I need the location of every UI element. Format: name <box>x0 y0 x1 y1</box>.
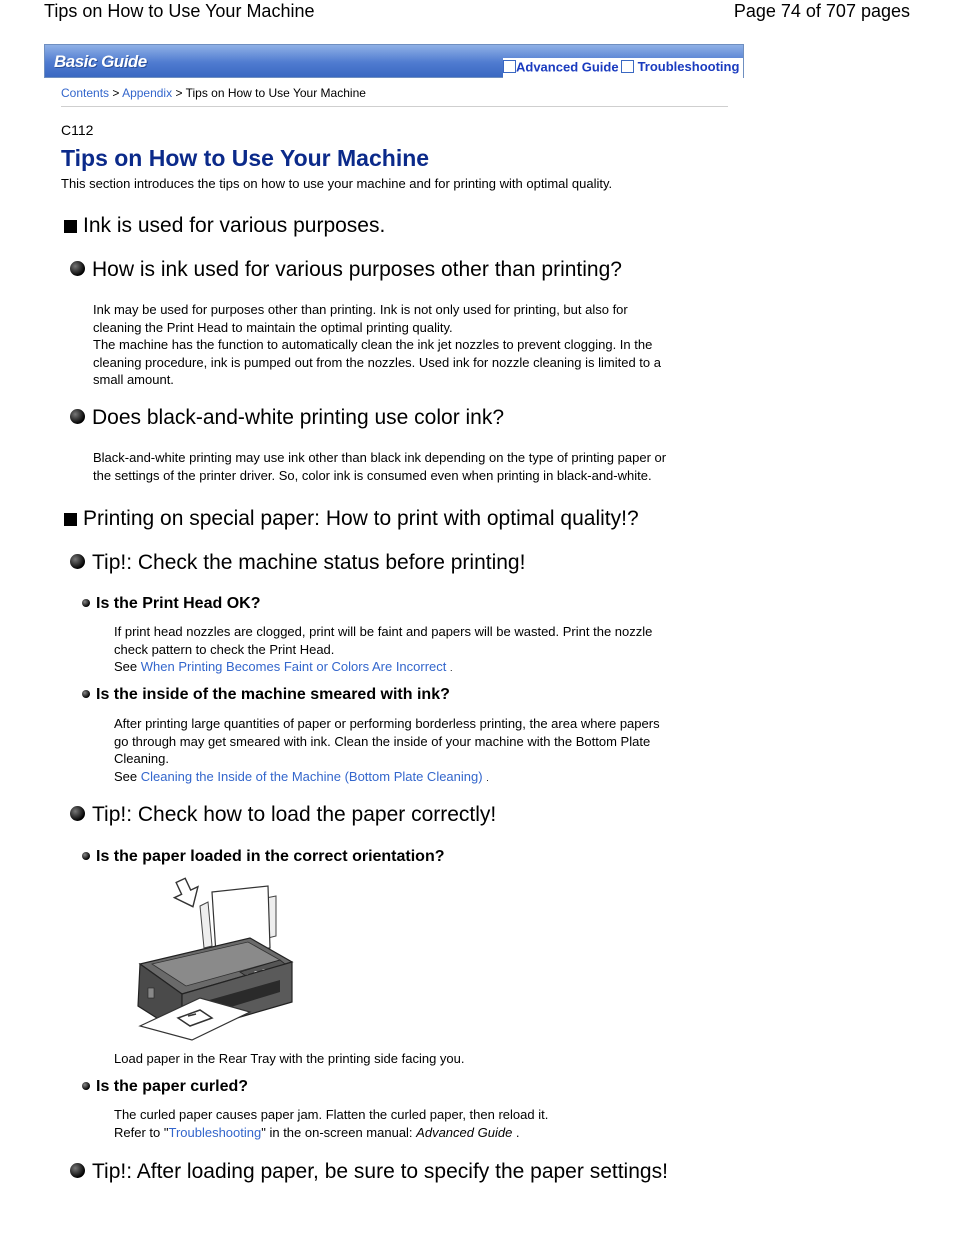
image-caption: Load paper in the Rear Tray with the printing side facing you. <box>114 1051 465 1066</box>
breadcrumb-appendix[interactable]: Appendix <box>122 86 173 100</box>
round-bullet-icon <box>70 806 85 821</box>
question-heading: Does black-and-white printing use color ink? <box>70 406 504 430</box>
page-title: Tips on How to Use Your Machine <box>61 145 430 171</box>
tip-heading: Tip!: Check how to load the paper correctly! <box>70 803 496 827</box>
small-bullet-icon <box>82 852 90 860</box>
question-heading: How is ink used for various purposes other than printing? <box>70 258 622 282</box>
round-bullet-icon <box>70 554 85 569</box>
answer-text: Black-and-white printing may use ink other than black ink depending on the type of printing paper or the settings of the printer driver. So, color ink is consumed even when printing in black-and-white. <box>93 450 667 483</box>
subquestion-heading: Is the Print Head OK? <box>82 595 260 613</box>
answer-text: The curled paper causes paper jam. Flatten the curled paper, then reload it. Refer to "Troubleshooting" in the on-screen manual: Advanced Guide . <box>114 1107 549 1140</box>
printer-loading-paper-image <box>130 876 298 1044</box>
advanced-guide-link[interactable]: Advanced Guide <box>516 59 619 75</box>
small-bullet-icon <box>82 690 90 698</box>
breadcrumb-separator: > <box>112 86 120 100</box>
tip-heading: Tip!: Check the machine status before printing! <box>70 551 525 575</box>
pdf-header-title: Tips on How to Use Your Machine <box>44 1 315 21</box>
section-heading: Printing on special paper: How to print with optimal quality!? <box>64 507 639 531</box>
troubleshooting-icon <box>621 60 634 73</box>
tip-heading: Tip!: After loading paper, be sure to specify the paper settings! <box>70 1160 668 1184</box>
troubleshooting-link[interactable]: Troubleshooting <box>637 59 740 75</box>
bottom-plate-cleaning-link[interactable]: Cleaning the Inside of the Machine (Bottom Plate Cleaning) <box>140 768 483 784</box>
intro-text: This section introduces the tips on how to use your machine and for printing with optimal quality. <box>61 176 613 191</box>
basic-guide-logo: Basic Guide <box>54 52 147 71</box>
subquestion-heading: Is the paper loaded in the correct orientation? <box>82 848 445 866</box>
pdf-header-page: Page 74 of 707 pages <box>733 1 910 21</box>
answer-text: Ink may be used for purposes other than printing. Ink is not only used for printing, but also for cleaning the Print Head to maintain the optimal printing quality. The machine has the function to automatically clean the ink jet nozzles to prevent clogging. In the cleaning procedure, ink is pumped out from the nozzles. Used ink for nozzle cleaning is limited to a small amount. <box>93 302 661 387</box>
faint-colors-link[interactable]: When Printing Becomes Faint or Colors Are Incorrect <box>140 659 447 674</box>
topic-code: C112 <box>61 122 94 138</box>
square-bullet-icon <box>64 220 77 233</box>
section-heading: Ink is used for various purposes. <box>64 214 385 238</box>
guide-banner <box>44 44 744 78</box>
square-bullet-icon <box>64 513 77 526</box>
advanced-guide-icon <box>503 60 516 73</box>
small-bullet-icon <box>82 599 90 607</box>
troubleshooting-link-inline[interactable]: Troubleshooting <box>168 1124 262 1140</box>
answer-text: If print head nozzles are clogged, print will be faint and papers will be wasted. Print the nozzle check pattern to check the Print Head. See When Printing Becomes Faint or Colors Are Incorrect . <box>114 624 653 674</box>
pdf-header <box>0 0 954 26</box>
subquestion-heading: Is the paper curled? <box>82 1078 248 1096</box>
manual-name: Advanced Guide <box>416 1124 513 1140</box>
breadcrumb-current: Tips on How to Use Your Machine <box>185 86 366 100</box>
round-bullet-icon <box>70 1163 85 1178</box>
answer-text: After printing large quantities of paper or performing borderless printing, the area where papers go through may get smeared with ink. Clean the inside of your machine with the Bottom Plate Cleaning. See Cleaning the Inside of the Machine (Bottom Plate Cleaning) . <box>114 716 660 784</box>
round-bullet-icon <box>70 409 85 424</box>
guide-links <box>503 58 743 79</box>
subquestion-heading: Is the inside of the machine smeared with ink? <box>82 686 450 704</box>
breadcrumb-contents[interactable]: Contents <box>61 86 110 100</box>
breadcrumb <box>61 86 728 107</box>
printer-illustration <box>130 876 298 1044</box>
small-bullet-icon <box>82 1082 90 1090</box>
breadcrumb-separator: > <box>175 86 183 100</box>
round-bullet-icon <box>70 261 85 276</box>
